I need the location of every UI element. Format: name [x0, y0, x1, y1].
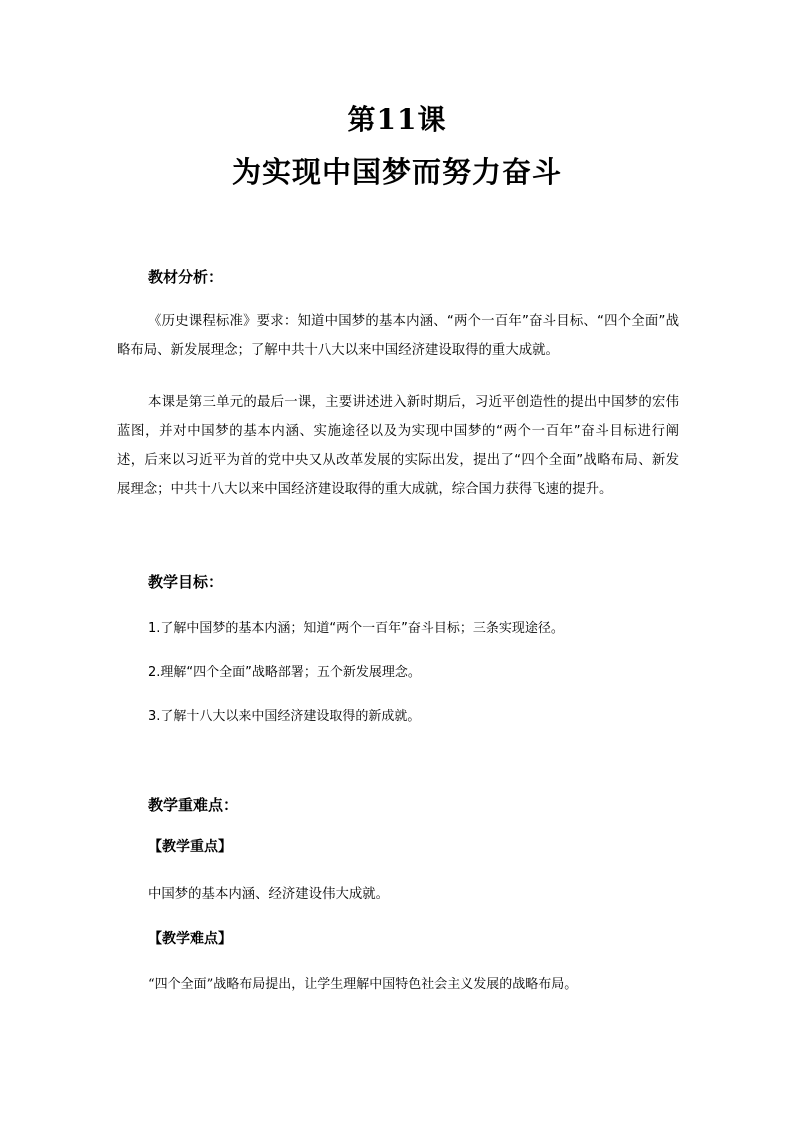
lesson-title: 为实现中国梦而努力奋斗	[231, 155, 562, 189]
focus-text: 中国梦的基本内涵、经济建设伟大成就。	[148, 887, 390, 902]
goal-item-2: 2.理解“四个全面”战略部署；五个新发展理念。	[148, 665, 421, 680]
analysis-paragraph-1: 《历史课程标准》要求：知道中国梦的基本内涵、“两个一百年”奋斗目标、“四个全面”战略布局、新发展理念；了解中共十八大以来中国经济建设取得的重大成就。	[117, 314, 679, 358]
difficulty-text: “四个全面”战略布局提出，让学生理解中国特色社会主义发展的战略布局。	[148, 977, 578, 992]
goal-item-3: 3.了解十八大以来中国经济建设取得的新成就。	[148, 709, 421, 724]
analysis-paragraph-2: 本课是第三单元的最后一课，主要讲述进入新时期后，习近平创造性的提出中国梦的宏伟蓝图，并对中国梦的基本内涵、实施途径以及为实现中国梦的“两个一百年”奋斗目标进行阐述，后来以习近平为首的党中央又从改革发展的实际出发，提出了“四个全面”战略布局、新发展理念；中共十八大以来中国经济建设取得的重大成就，综合国力获得飞速的提升。	[117, 395, 679, 497]
lesson-number: 第11课	[347, 103, 447, 136]
goals-heading: 教学目标：	[148, 573, 224, 591]
keypoints-heading: 教学重难点：	[148, 796, 239, 814]
analysis-heading: 教材分析：	[148, 268, 224, 286]
goal-item-1: 1.了解中国梦的基本内涵；知道“两个一百年”奋斗目标；三条实现途径。	[148, 621, 564, 636]
focus-label: 【教学重点】	[148, 839, 232, 855]
difficulty-label: 【教学难点】	[148, 931, 232, 947]
